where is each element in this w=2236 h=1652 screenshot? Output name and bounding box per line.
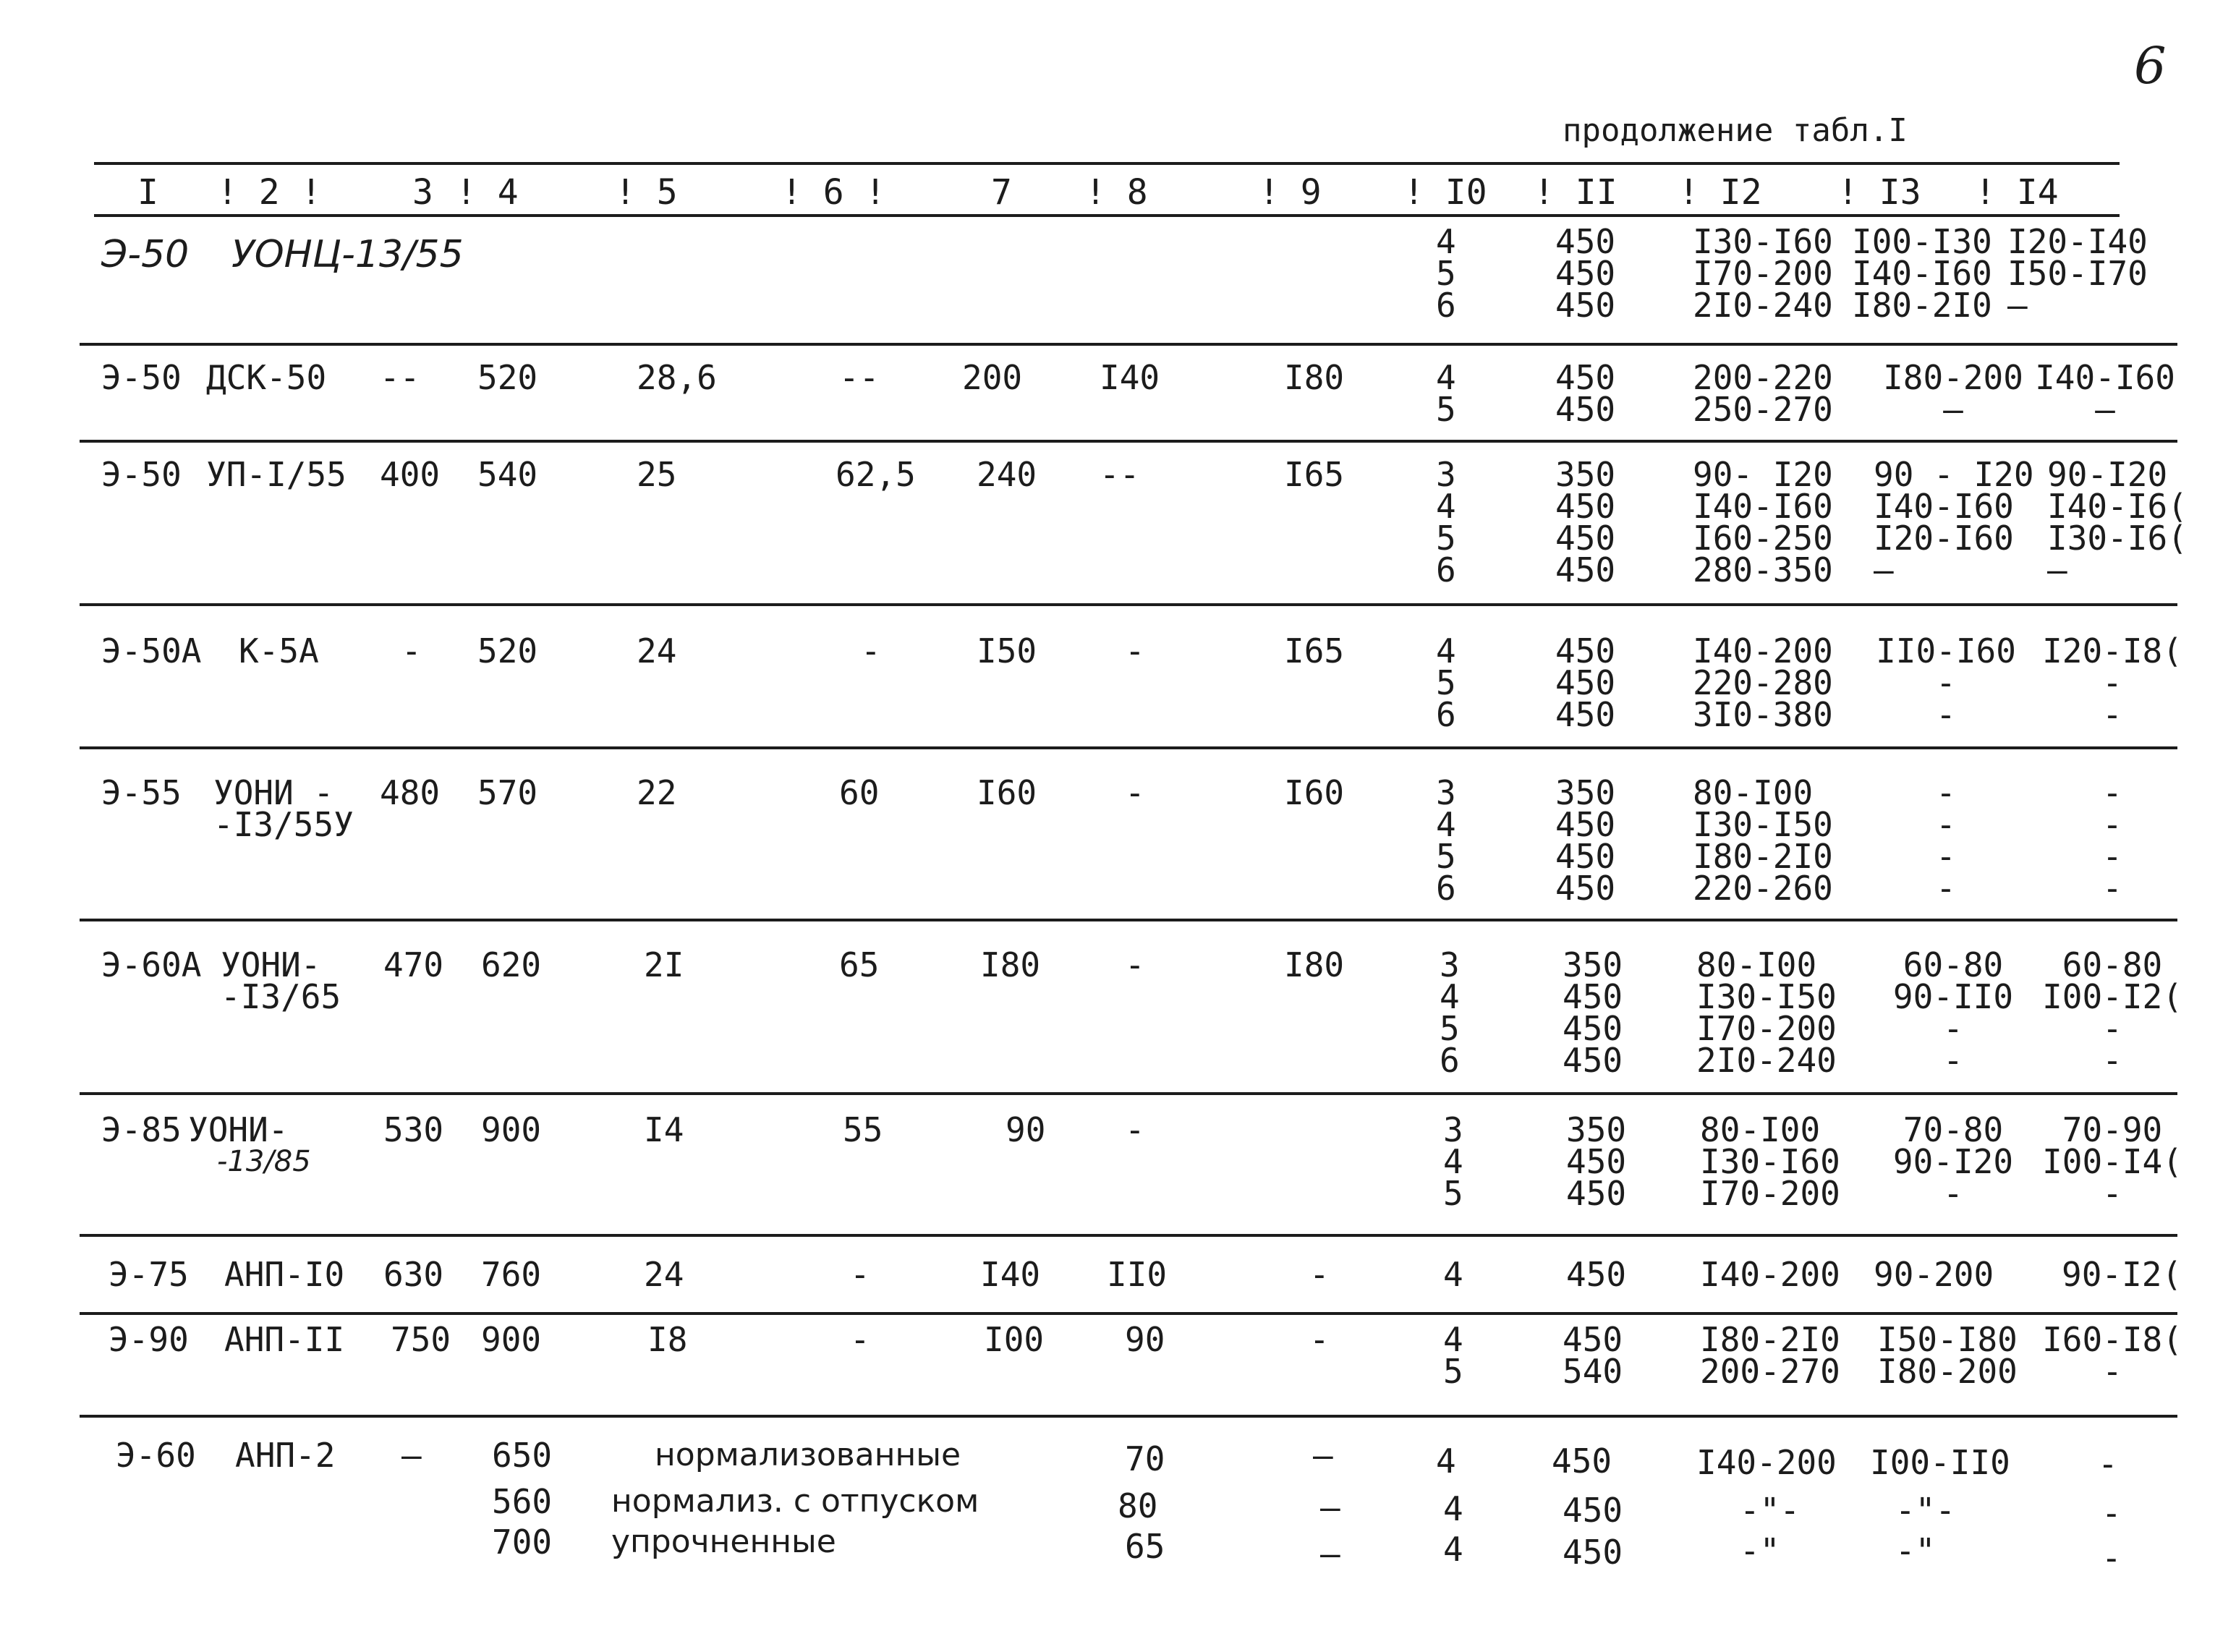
table-cell-col5: 25 — [637, 455, 677, 494]
table-cell-col6: 55 — [843, 1110, 883, 1149]
table-cell-col12: I30-I60 I70-200 2I0-240 — [1693, 222, 1833, 325]
table-cell-col9: I65 — [1284, 631, 1345, 670]
table-cell-col12: I40-200 — [1700, 1255, 1840, 1294]
table-cell-col8: 80 — [1118, 1486, 1158, 1525]
table-cell-brand: ДСК-50 — [206, 358, 327, 397]
table-cell-col13: 60-80 90-II0 - - — [1892, 945, 2014, 1080]
table-cell-col9: I80 — [1284, 945, 1345, 984]
table-cell-col11: 350 450 450 450 — [1555, 455, 1616, 589]
table-cell-col4: 900 — [481, 1320, 542, 1359]
table-cell-col14: - — [2101, 1494, 2122, 1533]
table-cell-col11: 350 450 450 450 — [1563, 945, 1623, 1080]
table-cell-col12: 80-I00 I30-I50 I70-200 2I0-240 — [1696, 945, 1837, 1080]
header-col-7: 7 — [991, 172, 1012, 213]
table-cell-col8: -- — [1100, 455, 1140, 494]
row-divider — [80, 440, 2177, 443]
table-cell-col13: - - - - — [1936, 773, 1956, 908]
table-cell-col12: 80-I00 I30-I50 I80-2I0 220-260 — [1693, 773, 1833, 908]
table-cell-brand: К-5А — [239, 631, 319, 670]
header-col-11: ! II — [1534, 172, 1618, 213]
row-divider — [80, 919, 2177, 921]
row-divider — [80, 1312, 2177, 1315]
table-cell-col9: — — [1313, 1436, 1333, 1475]
table-cell-col4: 760 — [481, 1255, 542, 1294]
header-col-5: ! 5 — [615, 172, 678, 213]
table-cell-col8: 65 — [1125, 1527, 1165, 1566]
table-cell-col3: - — [401, 631, 422, 670]
table-cell-col9: I65 — [1284, 455, 1345, 494]
table-cell-description: нормализ. с отпуском — [611, 1483, 979, 1520]
table-cell-brand: УП-I/55 — [206, 455, 347, 494]
table-cell-col7: I00 — [984, 1320, 1045, 1359]
header-col-8: ! 8 — [1085, 172, 1148, 213]
row-divider — [80, 1092, 2177, 1095]
table-cell-col13: -" — [1895, 1531, 1936, 1570]
table-caption: продолжение табл.I — [1563, 112, 1908, 149]
table-cell-grade: Э-55 — [101, 773, 182, 812]
table-cell-col14: - — [2098, 1444, 2118, 1483]
table-cell-col13: II0-I60 - - — [1876, 631, 2016, 734]
table-cell-col10: 3 4 5 — [1443, 1110, 1463, 1213]
table-cell-col14: 90-I20 I40-I6( I30-I6( — — [2047, 455, 2188, 589]
header-col-4: ! 4 — [456, 172, 519, 213]
table-cell-col10: 4 — [1436, 1442, 1456, 1481]
table-cell-grade: Э-75 — [109, 1255, 189, 1294]
table-cell-grade: Э-50 — [101, 455, 182, 494]
table-cell-col3: 470 — [383, 945, 444, 984]
table-cell-col11: 450 — [1563, 1533, 1623, 1572]
table-cell-col6: - — [861, 631, 881, 670]
table-cell-col5: 22 — [637, 773, 677, 812]
header-col-3: 3 — [412, 172, 433, 213]
table-cell-col13: I80-200 — — [1883, 358, 2023, 429]
table-cell-col3: -- — [380, 358, 420, 397]
table-cell-grade: Э-60 — [116, 1436, 196, 1475]
table-cell-col5: 24 — [644, 1255, 684, 1294]
row-divider — [80, 343, 2177, 346]
table-cell-col9: - — [1309, 1255, 1330, 1294]
table-cell-brand: УОНИ- -13/85 — [188, 1110, 311, 1178]
table-cell-col9: I80 — [1284, 358, 1345, 397]
table-cell-col11: 450 450 450 — [1555, 222, 1616, 325]
table-cell-col4: 900 — [481, 1110, 542, 1149]
table-cell-col4: 700 — [492, 1523, 553, 1562]
table-cell-col14: - - - - — [2102, 773, 2122, 908]
table-cell-col12: 200-220 250-270 — [1693, 358, 1833, 429]
table-cell-grade: Э-90 — [109, 1320, 189, 1359]
table-cell-col8: - — [1125, 1110, 1145, 1149]
table-cell-col10: 3 4 5 6 — [1440, 945, 1460, 1080]
table-cell-col10: 4 5 — [1436, 358, 1456, 429]
table-cell-description: нормализованные — [655, 1436, 961, 1473]
table-cell-col10: 4 — [1443, 1255, 1463, 1294]
table-cell-col7: 90 — [1006, 1110, 1046, 1149]
table-cell-col6: - — [850, 1255, 870, 1294]
table-cell-col7: 240 — [977, 455, 1037, 494]
table-cell-col12: 90- I20 I40-I60 I60-250 280-350 — [1693, 455, 1833, 589]
table-cell-col9: — — [1320, 1488, 1340, 1527]
table-cell-col5: 28,6 — [637, 358, 717, 397]
table-cell-col4: 520 — [477, 358, 538, 397]
table-cell-col5: I8 — [647, 1320, 688, 1359]
table-cell-col8: 70 — [1125, 1439, 1165, 1478]
table-cell-brand: АНП-II — [224, 1320, 345, 1359]
header-col-13: ! I3 — [1837, 172, 1921, 213]
table-cell-col12: I40-200 220-280 3I0-380 — [1693, 631, 1833, 734]
table-cell-col14: I60-I8( - — [2042, 1320, 2182, 1391]
table-cell-col9: I60 — [1284, 773, 1345, 812]
table-cell-col4: 560 — [492, 1482, 553, 1521]
header-col-6: ! 6 ! — [781, 172, 886, 213]
table-cell-col4: 620 — [481, 945, 542, 984]
table-cell-col10: 4 5 6 — [1436, 631, 1456, 734]
table-cell-col7: I50 — [977, 631, 1037, 670]
table-cell-col8: II0 — [1107, 1255, 1168, 1294]
header-col-12: ! I2 — [1678, 172, 1762, 213]
row-divider — [80, 1415, 2177, 1418]
table-cell-col9: - — [1309, 1320, 1330, 1359]
row-divider — [80, 603, 2177, 606]
table-cell-col11: 450 450 450 — [1555, 631, 1616, 734]
table-cell-col4: 540 — [477, 455, 538, 494]
row-divider — [80, 746, 2177, 749]
table-cell-col13: I00-I30 I40-I60 I80-2I0 — [1852, 222, 1992, 325]
table-cell-col11: 350 450 450 — [1566, 1110, 1627, 1213]
table-cell-col11: 450 — [1566, 1255, 1627, 1294]
row-divider — [80, 1234, 2177, 1237]
table-cell-brand: УОНИ- -I3/65 — [221, 945, 341, 1016]
header-col-10: ! I0 — [1403, 172, 1487, 213]
table-cell-col7: 200 — [962, 358, 1023, 397]
table-cell-col8: I40 — [1100, 358, 1160, 397]
table-cell-col8: - — [1125, 773, 1145, 812]
table-cell-col10: 3 4 5 6 — [1436, 773, 1456, 908]
table-cell-col3: 530 — [383, 1110, 444, 1149]
table-cell-col7: I80 — [980, 945, 1041, 984]
table-cell-col5: 2I — [644, 945, 684, 984]
table-cell-col3: 480 — [380, 773, 441, 812]
table-cell-col4: 520 — [477, 631, 538, 670]
table-cell-col12: I80-2I0 200-270 — [1700, 1320, 1840, 1391]
table-cell-col13: 70-80 90-I20 - — [1892, 1110, 2014, 1213]
table-cell-description: упрочненные — [611, 1523, 836, 1560]
table-cell-col5: I4 — [644, 1110, 684, 1149]
table-cell-grade: Э-85 — [101, 1110, 182, 1149]
table-cell-brand: АНП-2 — [235, 1436, 336, 1475]
table-cell-col12: I40-200 — [1696, 1443, 1837, 1482]
table-cell-col14: I20-I40 I50-I70 — — [2007, 222, 2148, 325]
table-cell-col10: 3 4 5 6 — [1436, 455, 1456, 589]
header-col-1: I — [137, 172, 158, 213]
table-cell-col13: I00-II0 — [1870, 1443, 2010, 1482]
table-cell-col13: -"- — [1895, 1491, 1956, 1530]
table-cell-col6: 65 — [839, 945, 880, 984]
table-cell-col11: 450 — [1563, 1491, 1623, 1530]
table-cell-col13: 90-200 — [1874, 1255, 1994, 1294]
table-cell-col14: - — [2101, 1538, 2122, 1578]
table-cell-col11: 450 540 — [1563, 1320, 1623, 1391]
table-cell-col6: -- — [839, 358, 880, 397]
table-cell-brand: УОНИ - -I3/55У — [213, 773, 354, 844]
header-col-14: ! I4 — [1975, 172, 2059, 213]
table-cell-col8: - — [1125, 631, 1145, 670]
table-cell-col4: 650 — [492, 1436, 553, 1475]
header-bottom-rule — [94, 214, 2120, 217]
table-cell-col3: — — [401, 1436, 422, 1475]
page-number: 6 — [2134, 36, 2167, 95]
table-cell-grade: Э-50 — [101, 358, 182, 397]
table-cell-col9: — — [1320, 1534, 1340, 1573]
table-cell-col14: I40-I60 — — [2035, 358, 2175, 429]
table-cell-col6: 60 — [839, 773, 880, 812]
table-cell-col13: 90 - I20 I40-I60 I20-I60 — — [1874, 455, 2034, 589]
table-cell-col10: 4 5 — [1443, 1320, 1463, 1391]
table-cell-col12: 80-I00 I30-I60 I70-200 — [1700, 1110, 1840, 1213]
table-cell-col11: 450 450 — [1555, 358, 1616, 429]
table-cell-brand: АНП-I0 — [224, 1255, 345, 1294]
table-cell-col13: I50-I80 I80-200 — [1877, 1320, 2018, 1391]
header-col-9: ! 9 — [1259, 172, 1322, 213]
table-cell-col6: - — [850, 1320, 870, 1359]
table-cell-col7: I40 — [980, 1255, 1041, 1294]
top-rule — [94, 162, 2120, 165]
table-cell-grade: Э-50А — [101, 631, 202, 670]
table-cell-col11: 450 — [1552, 1442, 1612, 1481]
table-cell-brand: УОНЦ-13/55 — [231, 233, 464, 276]
table-cell-col14: 90-I2( — [2062, 1255, 2182, 1294]
table-cell-col3: 630 — [383, 1255, 444, 1294]
table-cell-col8: 90 — [1125, 1320, 1165, 1359]
table-cell-col4: 570 — [477, 773, 538, 812]
table-cell-col14: 60-80 I00-I2( - - — [2042, 945, 2182, 1080]
table-cell-col3: 400 — [380, 455, 441, 494]
header-col-2: ! 2 ! — [217, 172, 322, 213]
table-cell-col3: 750 — [391, 1320, 451, 1359]
table-cell-col7: I60 — [977, 773, 1037, 812]
table-cell-col5: 24 — [637, 631, 677, 670]
table-cell-col12: -" — [1740, 1531, 1780, 1570]
table-cell-grade: Э-60А — [101, 945, 202, 984]
table-cell-col6: 62,5 — [836, 455, 916, 494]
table-cell-col11: 350 450 450 450 — [1555, 773, 1616, 908]
table-cell-col12: -"- — [1740, 1491, 1801, 1530]
table-cell-col10: 4 5 6 — [1436, 222, 1456, 325]
table-cell-grade: Э-50 — [101, 233, 190, 276]
table-cell-col10: 4 — [1443, 1489, 1463, 1528]
table-cell-col14: 70-90 I00-I4( - — [2042, 1110, 2182, 1213]
table-cell-col10: 4 — [1443, 1530, 1463, 1569]
table-cell-col8: - — [1125, 945, 1145, 984]
table-cell-col14: I20-I8( - - — [2042, 631, 2182, 734]
